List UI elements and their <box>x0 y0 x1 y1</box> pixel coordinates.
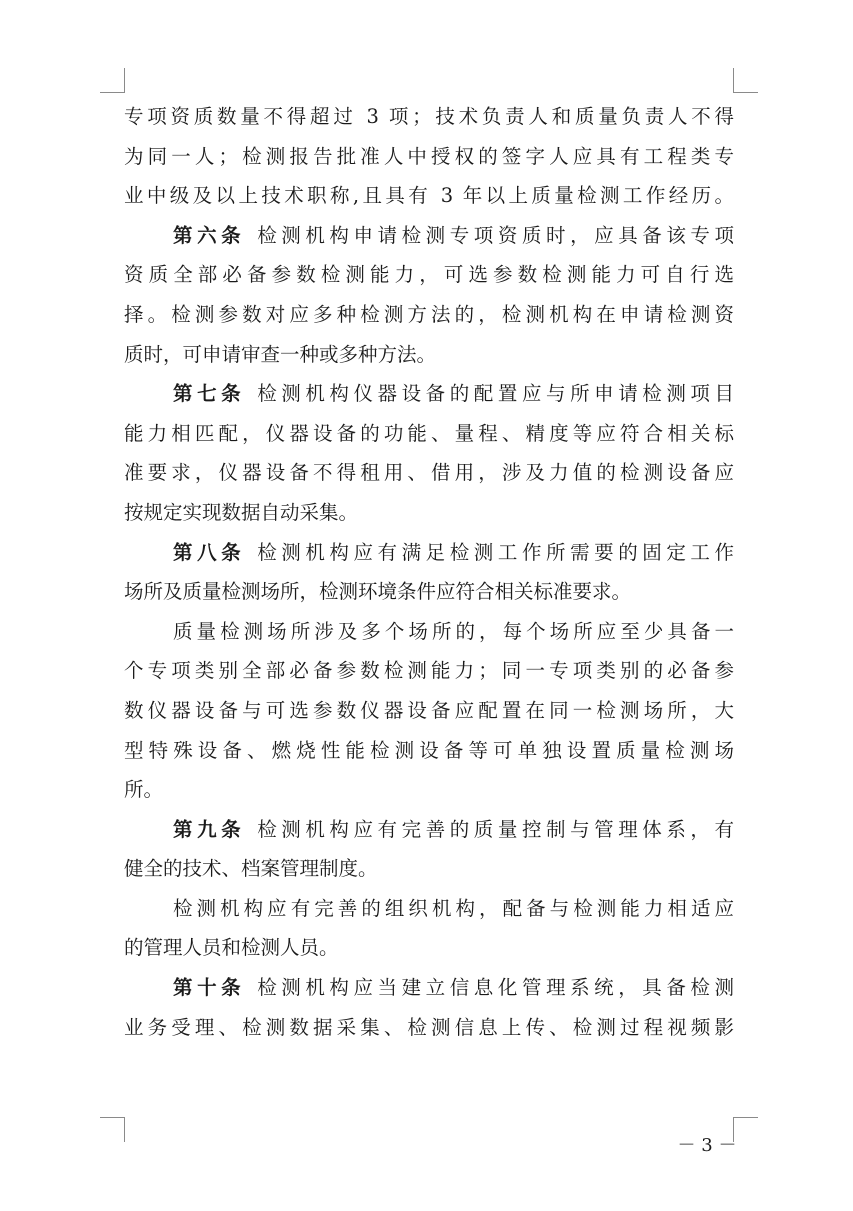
text-line: 型特殊设备、燃烧性能检测设备等可单独设置质量检测场 <box>124 738 734 762</box>
text-line: 资质全部必备参数检测能力，可选参数检测能力可自行选 <box>124 263 734 287</box>
text-line: 质时，可申请审查一种或多种方法。 <box>124 342 437 366</box>
article-text: 检测机构应有满足检测工作所需要的固定工作 <box>257 540 734 564</box>
article-heading-line <box>124 216 734 256</box>
text-line: 专项资质数量不得超过 3 项；技术负责人和质量负责人不得 <box>124 105 734 128</box>
crop-mark-top-right <box>733 68 758 93</box>
article-text: 检测机构仪器设备的配置应与所申请检测项目 <box>257 382 734 406</box>
page-number: － 3 － <box>677 1135 737 1156</box>
text-line: 择。检测参数对应多种检测方法的，检测机构在申请检测资 <box>124 302 734 326</box>
article-number: 第十条 <box>173 976 246 1000</box>
text-line: 按规定实现数据自动采集。 <box>124 500 359 524</box>
text-line: 质量检测场所涉及多个场所的，每个场所应至少具备一 <box>173 619 734 643</box>
article-number: 第九条 <box>173 817 246 841</box>
text-line: 为同一人；检测报告批准人中授权的签字人应具有工程类专 <box>124 144 734 168</box>
article-heading-line <box>124 374 734 414</box>
text-line: 数仪器设备与可选参数仪器设备应配置在同一检测场所，大 <box>124 698 734 722</box>
article-number: 第七条 <box>173 382 246 406</box>
text-line: 的管理人员和检测人员。 <box>124 936 339 960</box>
article-number: 第六条 <box>173 223 246 247</box>
article-heading-line <box>124 968 734 1008</box>
text-line: 业务受理、检测数据采集、检测信息上传、检测过程视频影 <box>124 1015 734 1039</box>
text-line: 健全的技术、档案管理制度。 <box>124 857 378 881</box>
article-text: 检测机构申请检测专项资质时，应具备该专项 <box>257 223 734 247</box>
article-text: 检测机构应有完善的质量控制与管理体系，有 <box>257 817 734 841</box>
article-number: 第八条 <box>173 540 246 564</box>
text-line: 场所及质量检测场所，检测环境条件应符合相关标准要求。 <box>124 580 632 604</box>
crop-mark-top-left <box>100 68 125 93</box>
text-line: 准要求，仪器设备不得租用、借用，涉及力值的检测设备应 <box>124 461 734 485</box>
text-line: 能力相匹配，仪器设备的功能、量程、精度等应符合相关标 <box>124 421 734 445</box>
article-heading-line <box>124 810 734 850</box>
document-body <box>124 97 734 1047</box>
article-heading-line <box>124 533 734 573</box>
crop-mark-bottom-left <box>100 1117 125 1142</box>
text-line: 业中级及以上技术职称,且具有 3 年以上质量检测工作经历。 <box>124 184 734 208</box>
text-line: 检测机构应有完善的组织机构，配备与检测能力相适应 <box>173 896 734 920</box>
article-text: 检测机构应当建立信息化管理系统，具备检测 <box>257 976 734 1000</box>
text-line: 个专项类别全部必备参数检测能力；同一专项类别的必备参 <box>124 659 734 683</box>
text-line: 所。 <box>124 778 164 802</box>
